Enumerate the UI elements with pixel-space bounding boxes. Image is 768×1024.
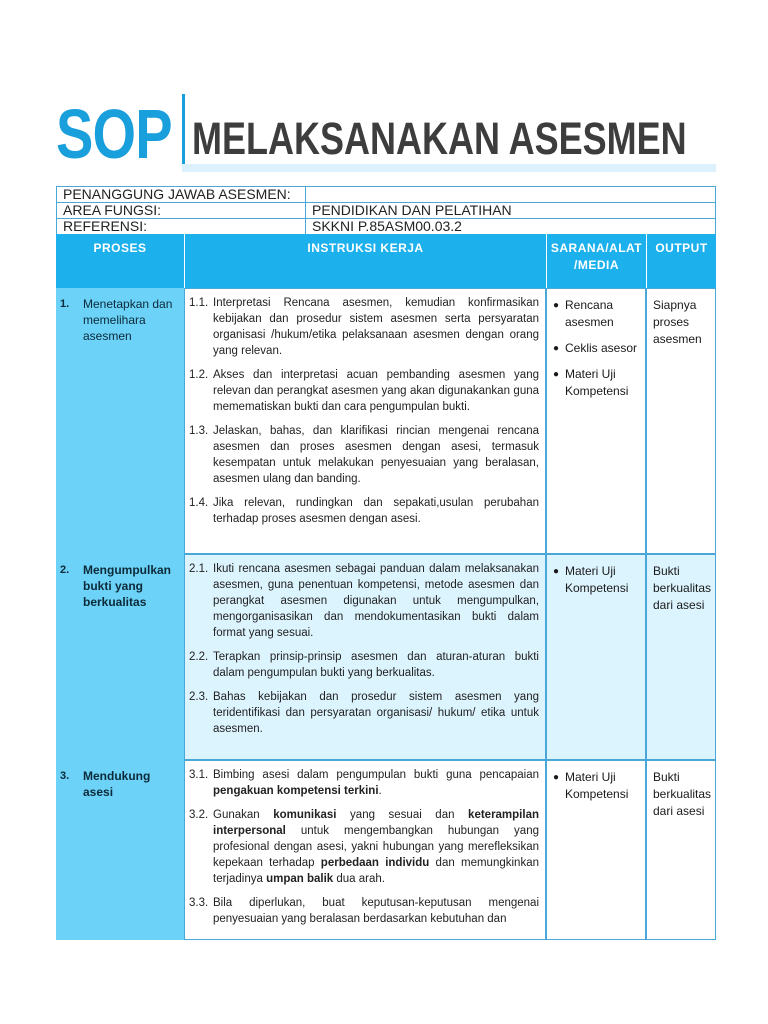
item-text: Terapkan prinsip-prinsip asesmen dan aturan-aturan bukti dalam pengumpulan bukti yang berkualitas. [213,651,539,679]
tool-text: Materi Uji Kompetensi [565,367,629,398]
column-header-instruksi: INSTRUKSI KERJA [184,234,546,288]
info-label: REFERENSI: [57,219,306,235]
item-text: Akses dan interpretasi acuan pembanding asesmen yang relevan dan perangkat asesmen yang akan digunakankan guna memematiskan bukti dan cara pengumpulan bukti. [213,369,539,413]
item-number: 2.3. [189,691,209,703]
instruction-item [189,689,539,737]
bold-text: perbedaan individu [320,857,430,869]
instruksi-cell [184,288,546,554]
info-row [57,187,716,203]
instruction-item [189,367,539,415]
info-row [57,203,716,219]
bullet-icon: ● [553,369,560,380]
column-header-sarana-line1: SARANA/ALAT [550,241,643,255]
instruksi-cell [184,760,546,940]
tool-text: Ceklis asesor [565,341,638,355]
tool-text: Materi Uji Kompetensi [565,564,629,595]
output-cell [646,554,716,760]
tool-item [553,297,643,331]
instruction-item [189,649,539,681]
bold-text: umpan balik [266,873,334,885]
tool-item [553,366,643,400]
info-value: PENDIDIKAN DAN PELATIHAN [306,203,716,219]
title-underbar [182,164,716,172]
item-number: 3.1. [189,769,209,781]
proses-number: 3. [60,770,70,782]
item-text [213,807,539,887]
info-label: AREA FUNGSI: [57,203,306,219]
proses-name: Mendukung asesi [83,769,151,799]
instruction-item [189,767,539,799]
output-text: Bukti berkualitas dari asesi [653,770,712,818]
output-text: Bukti berkualitas dari asesi [653,564,712,612]
column-header-proses: PROSES [56,234,184,288]
instruction-item [189,423,539,487]
sarana-cell [546,760,646,940]
bullet-icon: ● [553,772,560,783]
tool-item [553,769,643,803]
text-run: . [378,785,382,797]
text-run: untuk mengembangkan hubungan yang profesional dengan asesi, yakni hubungan yang merefleksikan kepekaan terhadap [213,825,539,869]
item-text: Jelaskan, bahas, dan klarifikasi rincian mengenai rencana asesmen dan proses asesmen dengan asesi, termasuk kesempatan untuk melakukan penyesuaian yang beralasan, asesmen ulang dan banding. [213,425,539,485]
text-run: Bimbing asesi dalam pengumpulan bukti guna pencapaian [213,769,539,781]
instruction-item [189,495,539,527]
column-header-sarana [546,234,646,288]
text-run: dua arah. [333,873,385,885]
sop-table [56,234,716,940]
sarana-cell [546,288,646,554]
bullet-icon: ● [553,343,560,354]
bold-text: pengakuan kompetensi terkini [213,785,379,797]
tool-text: Rencana asesmen [565,298,614,329]
tool-item [553,340,643,357]
item-text [213,767,539,799]
proses-name: Menetapkan dan memelihara asesmen [83,297,173,343]
document-title: MELAKSANAKAN ASESMEN [192,113,687,164]
sarana-cell [546,554,646,760]
item-number: 1.3. [189,425,209,437]
bold-text: keterampilan interpersonal [213,809,539,837]
table-row [56,760,716,940]
proses-cell [56,760,184,940]
item-text: Ikuti rencana asesmen sebagai panduan dalam melaksanakan asesmen, guna penentuan kompetensi, metode asesmen dan perangkat asesmen digunakan untuk mengumpulkan, mengorganisasikan dan mendokumentasikan bukti dalam format yang sesuai. [213,563,539,639]
info-table [56,186,716,235]
instruction-item [189,807,539,887]
item-text: Interpretasi Rencana asesmen, kemudian konfirmasikan kebijakan dan prosedur sistem asesmen serta persyaratan organisasi /hukum/etika pelaksanaan asesmen dengan orang yang relevan. [213,297,539,357]
text-run: dan memungkinkan terjadinya [213,857,539,885]
table-row [56,288,716,554]
proses-cell [56,288,184,554]
tool-text: Materi Uji Kompetensi [565,770,629,801]
output-cell [646,288,716,554]
output-text: Siapnya proses asesmen [653,298,702,346]
item-number: 1.2. [189,369,209,381]
document-header [56,92,716,172]
info-label: PENANGGUNG JAWAB ASESMEN: [57,187,306,203]
item-number: 3.2. [189,809,209,821]
instruction-item [189,561,539,641]
header-divider [182,94,185,170]
proses-number: 2. [60,564,70,576]
item-number: 1.1. [189,297,209,309]
item-text: Bahas kebijakan dan prosedur sistem asesmen yang teridentifikasi dan persyaratan organisasi/ hukum/ etika untuk asesmen. [213,691,539,735]
table-row [56,554,716,760]
item-text: Bila diperlukan, buat keputusan-keputusan mengenai penyesuaian yang beralasan berdasarkan kebutuhan dan [213,897,539,925]
instruction-item [189,895,539,927]
instruction-item [189,295,539,359]
bullet-icon: ● [553,566,560,577]
item-number: 1.4. [189,497,209,509]
info-value [306,187,716,203]
bold-text: komunikasi [273,809,337,821]
item-number: 2.2. [189,651,209,663]
bullet-icon: ● [553,300,560,311]
instruksi-cell [184,554,546,760]
text-run: Gunakan [213,809,274,821]
text-run: yang sesuai dan [336,809,469,821]
output-cell [646,760,716,940]
proses-cell [56,554,184,760]
proses-number: 1. [60,298,70,310]
info-row [57,219,716,235]
tool-item [553,563,643,597]
item-number: 3.3. [189,897,209,909]
item-text: Jika relevan, rundingkan dan sepakati,usulan perubahan terhadap proses asesmen dengan asesi. [213,497,539,525]
info-value: SKKNI P.85ASM00.03.2 [306,219,716,235]
sop-logo-text: SOP [56,95,172,173]
column-header-sarana-line2: /MEDIA [574,258,619,272]
proses-name: Mengumpulkan bukti yang berkualitas [83,563,172,609]
column-header-output: OUTPUT [646,234,716,288]
item-number: 2.1. [189,563,209,575]
